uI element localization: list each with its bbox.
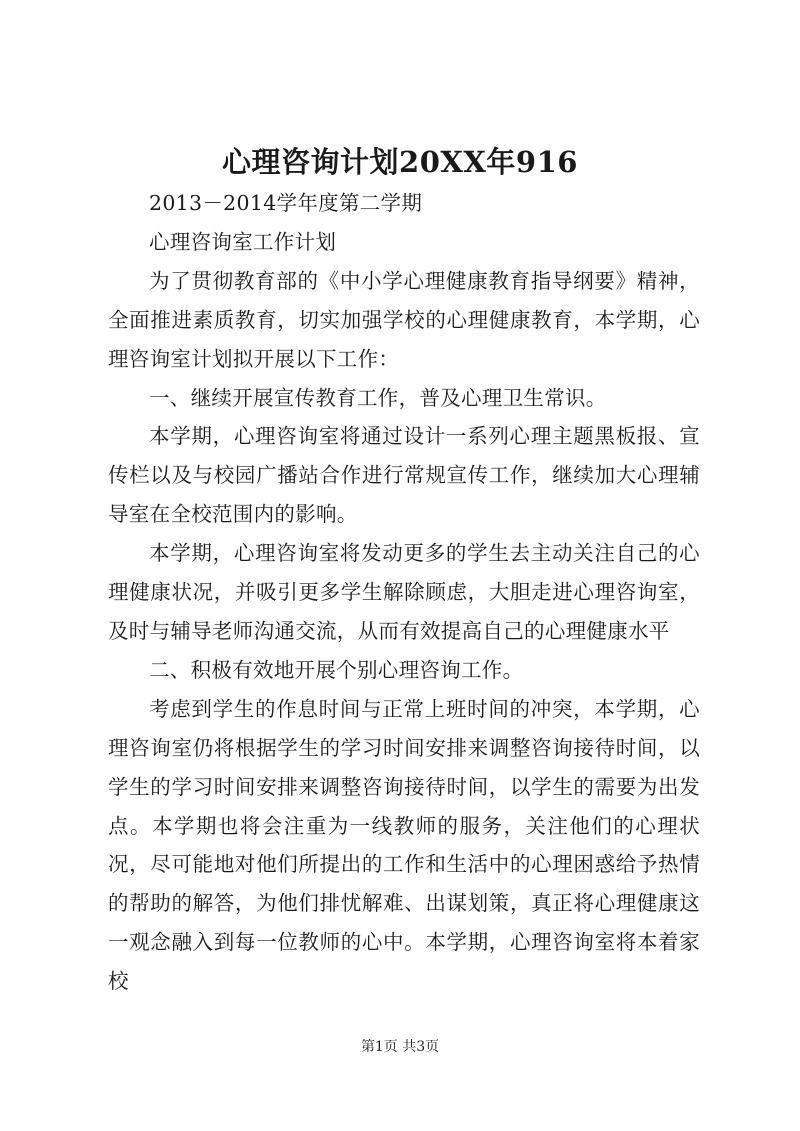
paragraph-semester: 2013－2014学年度第二学期 <box>149 191 423 215</box>
paragraph-plan-heading: 心理咨询室工作计划 <box>149 229 337 254</box>
paragraph-individual-counseling: 考虑到学生的作息时间与正常上班时间的冲突，本学期，心理咨询室仍将根据学生的学习时间安排来调整咨询接待时间，以学生的学习时间安排来调整咨询接待时间，以学生的需要为出发点。本学期也将会注重为一线教师的服务，关注他们的心理状况，尽可能地对他们所提出的工作和生活中的心理困惑给予热情的帮助的解答，为他们排忧解难、出谋划策，真正将心理健康这一观念融入到每一位教师的心中。本学期，心理咨询室将本着家校 <box>108 696 700 994</box>
document-body <box>108 184 700 1001</box>
paragraph-student-awareness: 本学期，心理咨询室将发动更多的学生去主动关注自己的心理健康状况，并吸引更多学生解除顾虑，大胆走进心理咨询室，及时与辅导老师沟通交流，从而有效提高自己的心理健康水平 <box>108 541 700 643</box>
section-heading-1: 一、继续开展宣传教育工作，普及心理卫生常识。 <box>149 385 607 410</box>
paragraph-intro: 为了贯彻教育部的《中小学心理健康教育指导纲要》精神，全面推进素质教育，切实加强学校的心理健康教育，本学期，心理咨询室计划拟开展以下工作： <box>108 268 700 371</box>
section-heading-2: 二、积极有效地开展个别心理咨询工作。 <box>149 657 524 682</box>
document-title: 心理咨询计划20XX年916 <box>222 145 578 179</box>
paragraph-publicity: 本学期，心理咨询室将通过设计一系列心理主题黑板报、宣传栏以及与校园广播站合作进行常规宣传工作，继续加大心理辅导室在全校范围内的影响。 <box>108 424 700 527</box>
page-number-footer: 第1页 共3页 <box>360 1039 440 1055</box>
